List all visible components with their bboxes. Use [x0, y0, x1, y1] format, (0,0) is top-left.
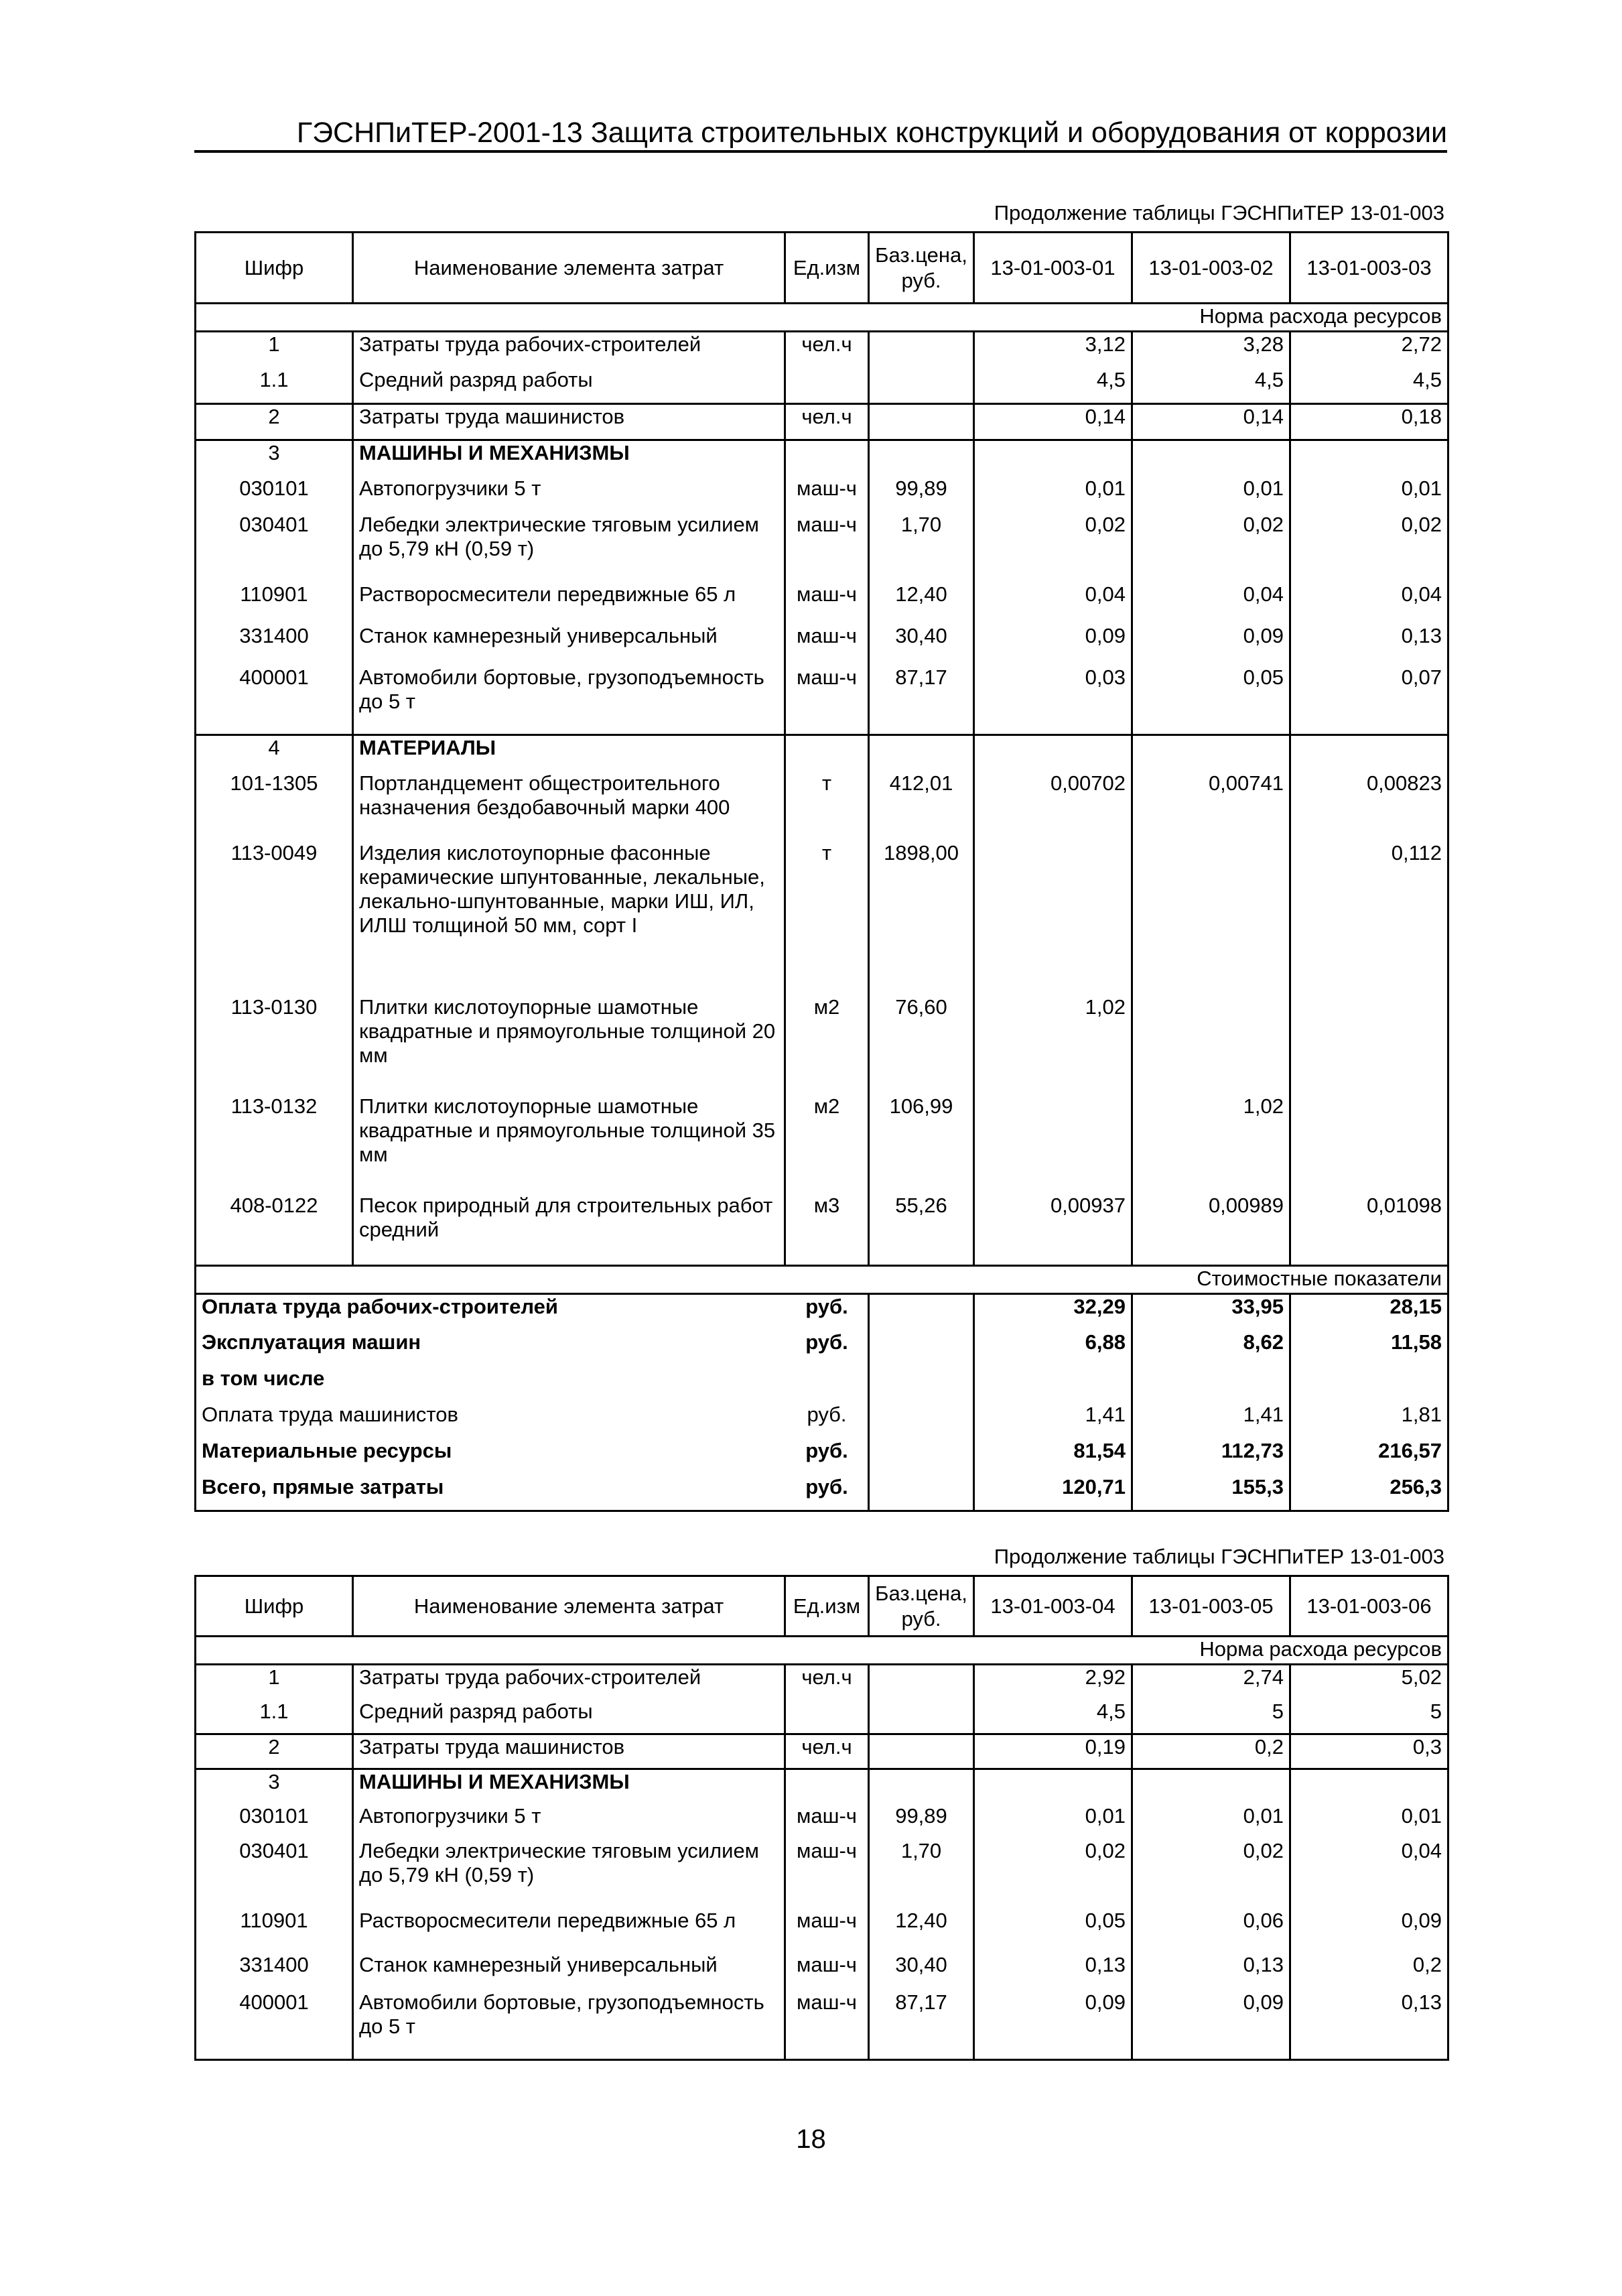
row-unit: руб.	[785, 1475, 869, 1511]
table-row	[196, 404, 1448, 440]
row-unit	[785, 1700, 869, 1734]
row-name: Эксплуатация машин	[196, 1330, 785, 1366]
row-value-2: 4,5	[1132, 368, 1290, 404]
row-value-3: 0,112	[1290, 841, 1448, 995]
row-name: Лебедки электрические тяговым усилием до 5,79 кН (0,59 т)	[353, 1839, 785, 1909]
row-unit: чел.ч	[785, 1734, 869, 1769]
table-row	[196, 624, 1448, 665]
row-value-2	[1132, 440, 1290, 476]
row-code: 408-0122	[196, 1194, 353, 1266]
section-label: Стоимостные показатели	[196, 1266, 1448, 1294]
row-price	[869, 368, 974, 404]
row-value-2: 3,28	[1132, 332, 1290, 368]
row-value-2: 0,01	[1132, 1804, 1290, 1839]
row-value-2: 0,04	[1132, 582, 1290, 624]
row-unit: маш-ч	[785, 665, 869, 735]
row-value-1: 0,09	[974, 1990, 1132, 2060]
section-label: Норма расхода ресурсов	[196, 1637, 1448, 1665]
row-price: 99,89	[869, 476, 974, 513]
row-value-3: 0,09	[1290, 1909, 1448, 1953]
row-unit: маш-ч	[785, 582, 869, 624]
row-name: Станок камнерезный универсальный	[353, 1953, 785, 1990]
row-name: Затраты труда машинистов	[353, 404, 785, 440]
row-price: 87,17	[869, 1990, 974, 2060]
row-value-2: 1,41	[1132, 1403, 1290, 1439]
row-value-3: 1,81	[1290, 1403, 1448, 1439]
row-value-3: 0,13	[1290, 624, 1448, 665]
row-value-2: 0,13	[1132, 1953, 1290, 1990]
col-header-code-3: 13-01-003-06	[1290, 1576, 1448, 1637]
row-value-2	[1132, 1769, 1290, 1804]
row-price: 1,70	[869, 1839, 974, 1909]
table-row	[196, 1839, 1448, 1909]
row-unit: чел.ч	[785, 404, 869, 440]
table-row	[196, 1769, 1448, 1804]
row-value-3	[1290, 1769, 1448, 1804]
cost-row	[196, 1294, 1448, 1330]
row-name: Материальные ресурсы	[196, 1439, 785, 1475]
col-header-code: Шифр	[196, 233, 353, 304]
row-value-2: 0,09	[1132, 1990, 1290, 2060]
row-unit: маш-ч	[785, 1953, 869, 1990]
row-value-3: 0,18	[1290, 404, 1448, 440]
row-code: 1.1	[196, 368, 353, 404]
row-code: 2	[196, 1734, 353, 1769]
col-header-code-3: 13-01-003-03	[1290, 233, 1448, 304]
row-value-3: 0,2	[1290, 1953, 1448, 1990]
section-row-norms	[196, 1637, 1448, 1665]
row-value-3: 0,3	[1290, 1734, 1448, 1769]
col-header-name: Наименование элемента затрат	[353, 1576, 785, 1637]
row-name: Затраты труда рабочих-строителей	[353, 1665, 785, 1700]
row-value-3: 11,58	[1290, 1330, 1448, 1366]
row-value-1: 120,71	[974, 1475, 1132, 1511]
row-code: 030401	[196, 1839, 353, 1909]
row-value-3: 0,04	[1290, 1839, 1448, 1909]
row-value-3	[1290, 735, 1448, 771]
row-value-3	[1290, 1094, 1448, 1194]
row-code: 110901	[196, 1909, 353, 1953]
row-price	[869, 1475, 974, 1511]
row-value-2	[1132, 841, 1290, 995]
row-value-1: 3,12	[974, 332, 1132, 368]
row-value-1	[974, 1769, 1132, 1804]
col-header-unit: Ед.изм	[785, 1576, 869, 1637]
table-row	[196, 1990, 1448, 2060]
row-code: 1	[196, 1665, 353, 1700]
row-price	[869, 1366, 974, 1403]
row-unit: маш-ч	[785, 476, 869, 513]
row-value-3: 216,57	[1290, 1439, 1448, 1475]
row-value-2: 112,73	[1132, 1439, 1290, 1475]
table-row	[196, 1804, 1448, 1839]
row-name: Оплата труда рабочих-строителей	[196, 1294, 785, 1330]
row-value-3: 2,72	[1290, 332, 1448, 368]
col-header-code-1: 13-01-003-04	[974, 1576, 1132, 1637]
row-price: 30,40	[869, 624, 974, 665]
row-price: 1898,00	[869, 841, 974, 995]
row-name: Средний разряд работы	[353, 368, 785, 404]
row-value-1: 2,92	[974, 1665, 1132, 1700]
row-unit	[785, 735, 869, 771]
row-value-1	[974, 1366, 1132, 1403]
row-value-2: 0,06	[1132, 1909, 1290, 1953]
row-value-2: 2,74	[1132, 1665, 1290, 1700]
row-price: 30,40	[869, 1953, 974, 1990]
row-unit: руб.	[785, 1294, 869, 1330]
row-value-2: 0,00989	[1132, 1194, 1290, 1266]
row-value-1: 0,09	[974, 624, 1132, 665]
row-unit: чел.ч	[785, 332, 869, 368]
table-row	[196, 995, 1448, 1094]
row-value-1	[974, 841, 1132, 995]
row-unit: маш-ч	[785, 513, 869, 582]
row-value-3: 256,3	[1290, 1475, 1448, 1511]
section-row-norms	[196, 304, 1448, 332]
row-code: 4	[196, 735, 353, 771]
col-header-code-1: 13-01-003-01	[974, 233, 1132, 304]
table-row	[196, 332, 1448, 368]
row-value-1	[974, 1094, 1132, 1194]
row-value-1: 81,54	[974, 1439, 1132, 1475]
table-row	[196, 368, 1448, 404]
row-name: Автомобили бортовые, грузоподъемность до 5 т	[353, 1990, 785, 2060]
row-unit: м2	[785, 995, 869, 1094]
table-row	[196, 1700, 1448, 1734]
cost-rows	[196, 1294, 1448, 1511]
row-value-1: 6,88	[974, 1330, 1132, 1366]
table-caption: Продолжение таблицы ГЭСНПиТЕР 13-01-003	[994, 201, 1444, 225]
row-price	[869, 1665, 974, 1700]
section-row-costs	[196, 1266, 1448, 1294]
row-value-2: 0,01	[1132, 476, 1290, 513]
row-price: 412,01	[869, 771, 974, 841]
row-value-3	[1290, 995, 1448, 1094]
row-code: 030401	[196, 513, 353, 582]
row-price	[869, 332, 974, 368]
header-rule	[194, 150, 1447, 153]
col-header-unit: Ед.изм	[785, 233, 869, 304]
table-row	[196, 476, 1448, 513]
row-value-3: 0,01	[1290, 1804, 1448, 1839]
cost-row	[196, 1475, 1448, 1511]
row-code: 113-0130	[196, 995, 353, 1094]
row-value-1: 0,14	[974, 404, 1132, 440]
row-unit	[785, 440, 869, 476]
row-name: Растворосмесители передвижные 65 л	[353, 582, 785, 624]
row-value-1: 0,00937	[974, 1194, 1132, 1266]
row-price	[869, 1330, 974, 1366]
row-value-3	[1290, 440, 1448, 476]
row-price	[869, 1294, 974, 1330]
row-name: МАШИНЫ И МЕХАНИЗМЫ	[353, 1769, 785, 1804]
row-name: Изделия кислотоупорные фасонные керамические шпунтованные, лекальные, лекально-шпунтованные, марки ИШ, ИЛ, ИЛШ толщиной 50 мм, сорт I	[353, 841, 785, 995]
row-name: в том числе	[196, 1366, 785, 1403]
table-row	[196, 1909, 1448, 1953]
row-name: Затраты труда машинистов	[353, 1734, 785, 1769]
cost-row	[196, 1403, 1448, 1439]
row-value-1: 4,5	[974, 1700, 1132, 1734]
row-code: 331400	[196, 1953, 353, 1990]
row-price: 1,70	[869, 513, 974, 582]
row-name: Портландцемент общестроительного назначения бездобавочный марки 400	[353, 771, 785, 841]
row-value-1: 0,05	[974, 1909, 1132, 1953]
row-value-1: 0,00702	[974, 771, 1132, 841]
row-unit: руб.	[785, 1403, 869, 1439]
row-name: Растворосмесители передвижные 65 л	[353, 1909, 785, 1953]
row-value-2	[1132, 995, 1290, 1094]
row-value-3: 4,5	[1290, 368, 1448, 404]
row-value-2: 155,3	[1132, 1475, 1290, 1511]
row-price: 87,17	[869, 665, 974, 735]
row-code: 400001	[196, 665, 353, 735]
row-value-2: 0,02	[1132, 513, 1290, 582]
row-unit: маш-ч	[785, 1909, 869, 1953]
row-name: Автопогрузчики 5 т	[353, 1804, 785, 1839]
row-value-2: 33,95	[1132, 1294, 1290, 1330]
table-row	[196, 1665, 1448, 1700]
row-value-3	[1290, 1366, 1448, 1403]
row-price: 99,89	[869, 1804, 974, 1839]
row-value-1	[974, 735, 1132, 771]
row-name: Плитки кислотоупорные шамотные квадратные и прямоугольные толщиной 35 мм	[353, 1094, 785, 1194]
row-code: 3	[196, 440, 353, 476]
row-value-2: 0,05	[1132, 665, 1290, 735]
row-code: 2	[196, 404, 353, 440]
row-unit: маш-ч	[785, 624, 869, 665]
row-value-2: 0,02	[1132, 1839, 1290, 1909]
row-value-3: 0,07	[1290, 665, 1448, 735]
row-code: 1	[196, 332, 353, 368]
row-value-3: 0,01098	[1290, 1194, 1448, 1266]
row-name: Затраты труда рабочих-строителей	[353, 332, 785, 368]
row-unit: маш-ч	[785, 1804, 869, 1839]
row-value-3: 0,04	[1290, 582, 1448, 624]
row-price: 76,60	[869, 995, 974, 1094]
table-row	[196, 1094, 1448, 1194]
row-value-1	[974, 440, 1132, 476]
row-code: 110901	[196, 582, 353, 624]
row-unit	[785, 1366, 869, 1403]
row-price	[869, 1439, 974, 1475]
row-unit: чел.ч	[785, 1665, 869, 1700]
row-code: 113-0049	[196, 841, 353, 995]
col-header-code: Шифр	[196, 1576, 353, 1637]
row-unit: маш-ч	[785, 1839, 869, 1909]
page-number: 18	[796, 2124, 826, 2154]
row-value-3: 0,02	[1290, 513, 1448, 582]
col-header-name: Наименование элемента затрат	[353, 233, 785, 304]
table-row	[196, 665, 1448, 735]
col-header-code-2: 13-01-003-02	[1132, 233, 1290, 304]
row-unit: т	[785, 841, 869, 995]
page-header: ГЭСНПиТЕР-2001-13 Защита строительных конструкций и оборудования от коррозии	[296, 117, 1447, 149]
row-price	[869, 404, 974, 440]
row-unit	[785, 368, 869, 404]
row-price	[869, 1769, 974, 1804]
row-value-2: 0,09	[1132, 624, 1290, 665]
row-value-2	[1132, 735, 1290, 771]
col-header-code-2: 13-01-003-05	[1132, 1576, 1290, 1637]
row-name: Автопогрузчики 5 т	[353, 476, 785, 513]
row-value-2: 8,62	[1132, 1330, 1290, 1366]
resource-rows	[196, 1665, 1448, 2060]
row-value-2: 5	[1132, 1700, 1290, 1734]
row-code: 101-1305	[196, 771, 353, 841]
row-price: 55,26	[869, 1194, 974, 1266]
table-row	[196, 841, 1448, 995]
row-name: Лебедки электрические тяговым усилием до 5,79 кН (0,59 т)	[353, 513, 785, 582]
row-price: 106,99	[869, 1094, 974, 1194]
row-value-1: 0,13	[974, 1953, 1132, 1990]
row-value-2: 0,2	[1132, 1734, 1290, 1769]
row-name: Плитки кислотоупорные шамотные квадратные и прямоугольные толщиной 20 мм	[353, 995, 785, 1094]
row-price	[869, 735, 974, 771]
table-header-row	[196, 233, 1448, 304]
row-value-2: 1,02	[1132, 1094, 1290, 1194]
row-name: Средний разряд работы	[353, 1700, 785, 1734]
row-value-1: 0,03	[974, 665, 1132, 735]
row-price	[869, 1700, 974, 1734]
cost-row	[196, 1330, 1448, 1366]
table-header-row	[196, 1576, 1448, 1637]
row-value-1: 0,01	[974, 1804, 1132, 1839]
section-label: Норма расхода ресурсов	[196, 304, 1448, 332]
resource-rows	[196, 332, 1448, 1266]
col-header-price: Баз.цена, руб.	[869, 233, 974, 304]
row-value-1: 0,02	[974, 513, 1132, 582]
row-price: 12,40	[869, 582, 974, 624]
row-code: 400001	[196, 1990, 353, 2060]
row-name: МАТЕРИАЛЫ	[353, 735, 785, 771]
row-code: 1.1	[196, 1700, 353, 1734]
row-unit: руб.	[785, 1330, 869, 1366]
row-name: Оплата труда машинистов	[196, 1403, 785, 1439]
row-name: Автомобили бортовые, грузоподъемность до 5 т	[353, 665, 785, 735]
row-value-3: 28,15	[1290, 1294, 1448, 1330]
row-name: Песок природный для строительных работ средний	[353, 1194, 785, 1266]
table-row	[196, 440, 1448, 476]
row-value-2	[1132, 1366, 1290, 1403]
row-unit: т	[785, 771, 869, 841]
row-value-3: 5,02	[1290, 1665, 1448, 1700]
row-unit: маш-ч	[785, 1990, 869, 2060]
table-row	[196, 1734, 1448, 1769]
row-value-1: 0,02	[974, 1839, 1132, 1909]
row-value-2: 0,14	[1132, 404, 1290, 440]
row-price	[869, 440, 974, 476]
row-value-3: 0,13	[1290, 1990, 1448, 2060]
row-value-1: 1,02	[974, 995, 1132, 1094]
col-header-price: Баз.цена, руб.	[869, 1576, 974, 1637]
row-unit: м3	[785, 1194, 869, 1266]
row-value-3: 5	[1290, 1700, 1448, 1734]
resource-table-1	[194, 231, 1449, 1512]
row-unit: руб.	[785, 1439, 869, 1475]
row-value-1: 32,29	[974, 1294, 1132, 1330]
row-code: 3	[196, 1769, 353, 1804]
row-value-3: 0,01	[1290, 476, 1448, 513]
resource-table-2	[194, 1575, 1449, 2061]
row-code: 331400	[196, 624, 353, 665]
row-value-1: 0,04	[974, 582, 1132, 624]
row-value-1: 0,19	[974, 1734, 1132, 1769]
table-row	[196, 771, 1448, 841]
row-name: Станок камнерезный универсальный	[353, 624, 785, 665]
table-row	[196, 513, 1448, 582]
row-price	[869, 1403, 974, 1439]
row-name: МАШИНЫ И МЕХАНИЗМЫ	[353, 440, 785, 476]
row-code: 113-0132	[196, 1094, 353, 1194]
cost-row	[196, 1366, 1448, 1403]
row-code: 030101	[196, 1804, 353, 1839]
cost-row	[196, 1439, 1448, 1475]
row-value-1: 1,41	[974, 1403, 1132, 1439]
table-row	[196, 582, 1448, 624]
table-row	[196, 1953, 1448, 1990]
row-name: Всего, прямые затраты	[196, 1475, 785, 1511]
row-unit: м2	[785, 1094, 869, 1194]
table-row	[196, 735, 1448, 771]
row-value-3: 0,00823	[1290, 771, 1448, 841]
table-row	[196, 1194, 1448, 1266]
row-value-1: 0,01	[974, 476, 1132, 513]
row-unit	[785, 1769, 869, 1804]
row-value-2: 0,00741	[1132, 771, 1290, 841]
row-code: 030101	[196, 476, 353, 513]
row-price	[869, 1734, 974, 1769]
table-caption: Продолжение таблицы ГЭСНПиТЕР 13-01-003	[994, 1545, 1444, 1568]
row-price: 12,40	[869, 1909, 974, 1953]
row-value-1: 4,5	[974, 368, 1132, 404]
